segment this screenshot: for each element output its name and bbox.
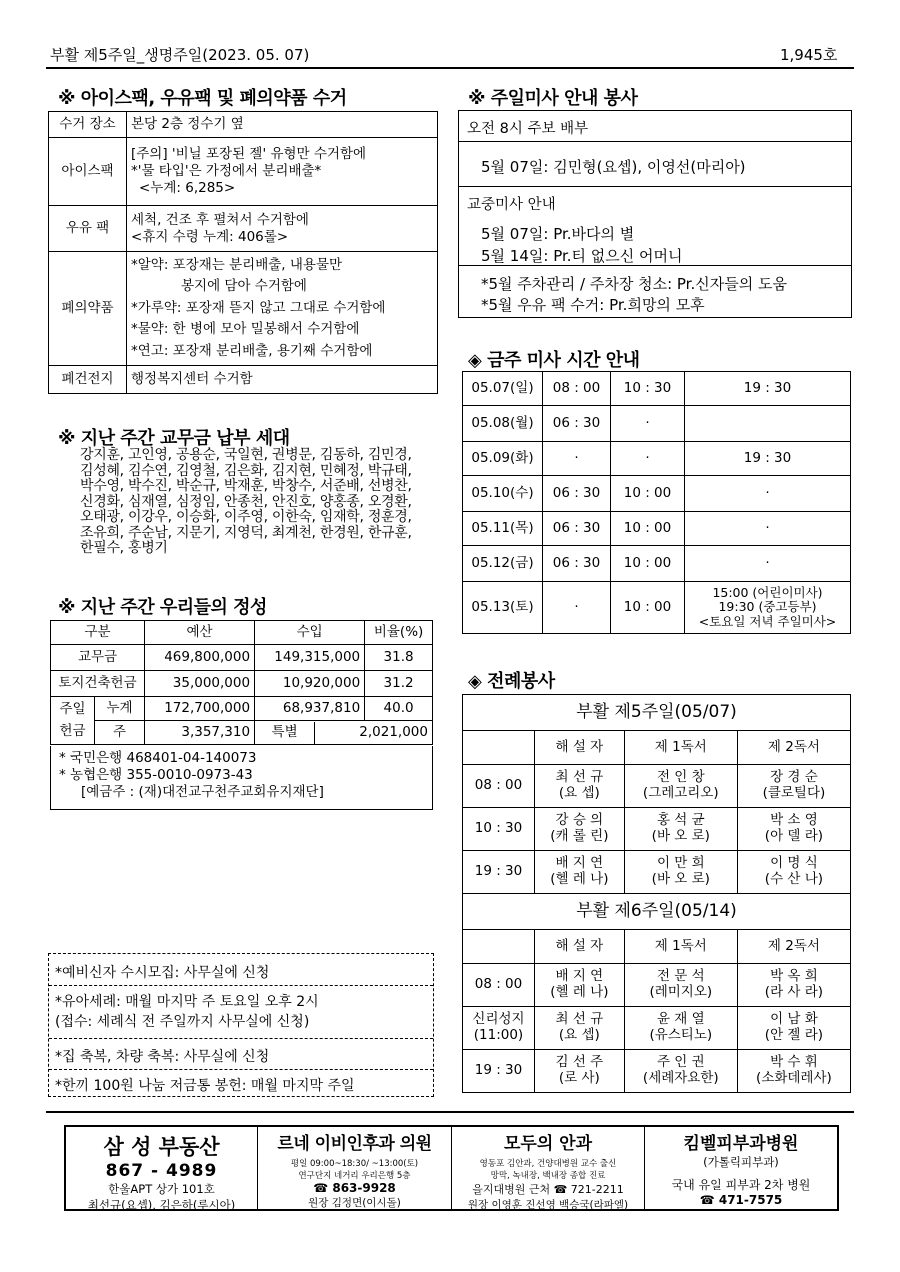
liturgy-minister: 김 선 주 (로 사) [535,1050,625,1093]
ad-line: 연구단지 네거리 우리은행 5층 [298,1171,411,1181]
mass-cell: · [611,442,685,476]
donors-heading: ※ 지난 주간 교무금 납부 세대 [58,428,290,449]
row-line: <휴지 수령 누계: 406롤> [131,228,289,245]
bulletin-title: 부활 제5주일_생명주일(2023. 05. 07) [50,46,310,64]
ad-realestate [66,1131,257,1213]
guide-section-head: 오전 8시 주보 배부 [467,121,589,137]
cell: 172,700,000 [145,697,255,721]
mass-cell: 05.08(월) [463,406,543,442]
col-header: 수입 [255,621,365,645]
cell: 10,920,000 [255,671,365,697]
ad-line: 원장 이영훈 진선영 백승국(라파엘) [467,1199,629,1211]
special-label: 특별 [255,722,315,744]
mass-cell: 10 : 00 [611,546,685,582]
liturgy-time: 08 : 00 [463,964,535,1007]
mass-cell: 06 : 30 [543,406,611,442]
liturgy-minister: 이 명 식 (수 산 나) [737,851,850,894]
row-line: *'물 타입'은 가정에서 분리배출* [131,163,322,180]
mass-row [463,442,851,476]
ad-line: 최선규(요셉), 김은하(루시아) [87,1198,236,1212]
row-line: [주의] '비닐 포장된 젤' 유형만 수거함에 [131,146,367,163]
liturgy-minister: 박 소 영 (아 델 라) [737,808,850,851]
cell: 31.2 [365,671,433,697]
cell: 31.8 [365,645,433,671]
offering-table [50,620,433,745]
guide-line: 5월 07일: 김민형(요셉), 이영선(마리아) [481,158,746,176]
ad-line: 평일 09:00~18:30/ ~13:00(토) [290,1159,419,1169]
footer-rule [46,1111,854,1113]
row-line: *연고: 포장재 분리배출, 용기째 수거함에 [131,342,373,359]
liturgy-time: 08 : 00 [463,765,535,808]
mass-cell: 10 : 00 [611,476,685,512]
sunday-label: 주일 헌금 [51,697,95,745]
bank-info [50,746,433,810]
liturgy-minister: 전 인 창 (그레고리오) [624,765,737,808]
mass-table [462,371,851,634]
ads-box [64,1125,839,1211]
liturgy-row [463,808,851,851]
liturgy-minister: 홍 석 균 (바 오 로) [624,808,737,851]
liturgy-row [463,964,851,1007]
ad-phone: ☎ 471-7575 [699,1193,783,1207]
mass-row [463,476,851,512]
liturgy-col-header: 제 2독서 [737,731,850,765]
mass-row [463,406,851,442]
mass-cell: 06 : 30 [543,546,611,582]
liturgy-row [463,851,851,894]
mass-cell: · [611,406,685,442]
donor-names: 강지훈, 고인영, 공용순, 국일현, 권병문, 김동하, 김민경, 김성혜, 김수연, 김영철, 김은화, 김지현, 민혜정, 박규태, 박수영, 박수진, 박순규, 박재훈, 박창수, 서준배, 선병찬, 신경화, 심재열, 심정임, 안종천, 안진호, 양홍종, 오경환, 오태광, 이강우, 이승화, 이주영, 이한숙, 임재학, 정훈경, 조유희, 주순남, 지문기, 지영덕, 최계천, 한경원, 한규훈, 한필수, 홍병기 [80,447,412,556]
ad-line: 한울APT 상가 101호 [108,1182,215,1196]
notice-item: *집 축복, 차량 축복: 사무실에 신청 [55,1049,270,1065]
cell: 3,357,310 [145,721,255,745]
mass-cell: 10 : 00 [611,582,685,634]
liturgy-minister: 배 지 연 (헬 레 나) [535,964,625,1007]
liturgy-col-header: 제 2독서 [737,930,850,964]
liturgy-minister: 박 수 휘 (소화데레사) [737,1050,850,1093]
liturgy-heading: ◈ 전례봉사 [468,671,555,692]
row-line: *알약: 포장재는 분리배출, 내용물만 [131,256,343,273]
mass-cell: 10 : 30 [611,372,685,406]
ad-line: 망막, 녹내장, 백내장 종합 진료 [490,1171,606,1181]
mass-cell: · [685,512,851,546]
cell: 토지건축헌금 [51,671,145,697]
liturgy-week-title: 부활 제5주일(05/07) [463,695,851,731]
row-label: 폐의약품 [49,252,127,366]
liturgy-row [463,1050,851,1093]
liturgy-col-header: 제 1독서 [624,731,737,765]
cell: 교무금 [51,645,145,671]
mass-cell: 05.10(수) [463,476,543,512]
mass-cell: 19 : 30 [685,372,851,406]
ad-phone: 867 - 4989 [105,1161,218,1181]
ad-ent-clinic [258,1129,451,1210]
mass-cell: 05.11(목) [463,512,543,546]
mass-cell: 05.12(금) [463,546,543,582]
mass-cell: 05.09(화) [463,442,543,476]
liturgy-header-row [463,731,851,765]
bank-line: [예금주 : (재)대전교구천주교회유지재단] [81,784,324,800]
ad-title: 킴벨피부과병원 [683,1134,799,1154]
guide-box [458,110,852,318]
liturgy-time: 10 : 30 [463,808,535,851]
mass-cell: 19 : 30 [685,442,851,476]
cell: 40.0 [365,697,433,721]
liturgy-col-header: 제 1독서 [624,930,737,964]
mass-cell: 05.07(일) [463,372,543,406]
mass-row [463,582,851,634]
mass-cell: 05.13(토) [463,582,543,634]
cell: 68,937,810 [255,697,365,721]
collection-heading: ※ 아이스팩, 우유팩 및 폐의약품 수거 [58,88,347,109]
guide-line: *5월 우유 팩 수거: Pr.희망의 모후 [481,296,705,314]
mass-cell: · [543,442,611,476]
row-label: 우유 팩 [49,206,127,252]
liturgy-week-title: 부활 제6주일(05/14) [463,894,851,930]
mass-heading: ◈ 금주 미사 시간 안내 [468,350,640,371]
liturgy-minister: 최 선 규 (요 셉) [535,1007,625,1050]
cell: 469,800,000 [145,645,255,671]
header-rule [46,67,854,69]
liturgy-minister: 강 승 의 (캐 롤 린) [535,808,625,851]
notice-item: *유아세례: 매월 마지막 주 토요일 오후 2시 (접수: 세례식 전 주일까지 사무실에 신청) [55,994,319,1030]
ad-eye-clinic [452,1129,644,1212]
guide-line: 5월 14일: Pr.티 없으신 어머니 [481,247,683,265]
liturgy-col-header: 해 설 자 [535,930,625,964]
liturgy-minister: 전 문 석 (레미지오) [624,964,737,1007]
row-label: 아이스팩 [49,138,127,206]
mass-row [463,546,851,582]
row-text: 행정복지센터 수거함 [127,366,438,394]
row-line: 세척, 건조 후 펼쳐서 수거함에 [131,211,309,228]
row-label: 폐건전지 [49,366,127,394]
ad-line: 국내 유일 피부과 2차 병원 [671,1178,811,1192]
bank-line: * 국민은행 468401-04-140073 [59,750,257,766]
ad-title: 모두의 안과 [503,1134,593,1154]
blank-cell [463,930,535,964]
guide-heading: ※ 주일미사 안내 봉사 [468,88,638,109]
offering-heading: ※ 지난 주간 우리들의 정성 [58,597,267,618]
liturgy-week-row [463,695,851,731]
liturgy-row [463,765,851,808]
cell: 주 [95,721,145,745]
mass-cell [685,406,851,442]
liturgy-time: 19 : 30 [463,1050,535,1093]
mass-cell: 08 : 00 [543,372,611,406]
ad-title: 르네 이비인후과 의원 [277,1134,432,1154]
liturgy-minister: 배 지 연 (헬 레 나) [535,851,625,894]
liturgy-minister: 최 선 규 (요 셉) [535,765,625,808]
guide-line: *5월 주차관리 / 주차장 청소: Pr.신자들의 도움 [481,275,787,293]
liturgy-minister: 박 옥 희 (라 사 라) [737,964,850,1007]
mass-row [463,372,851,406]
row-line: *가루약: 포장재 뜯지 않고 그대로 수거함에 [131,299,386,316]
row-text: 본당 2층 정수기 옆 [127,112,438,138]
guide-section-head: 교중미사 안내 [467,197,556,213]
guide-line: 5월 07일: Pr.바다의 별 [481,225,635,243]
notice-item: *예비신자 수시모집: 사무실에 신청 [55,965,270,981]
notice-box [48,953,434,1097]
ad-skin-clinic [645,1129,837,1207]
mass-cell: 06 : 30 [543,512,611,546]
ad-line: 원장 김정면(이시돌) [308,1197,401,1209]
ad-phone: ☎ 863-9928 [313,1181,396,1195]
liturgy-minister: 윤 재 열 (유스티노) [624,1007,737,1050]
liturgy-header-row [463,930,851,964]
mass-cell: 06 : 30 [543,476,611,512]
collection-table [48,111,438,394]
mass-row [463,512,851,546]
liturgy-row [463,1007,851,1050]
liturgy-minister: 주 인 권 (세례자요한) [624,1050,737,1093]
mass-cell: 15:00 (어린이미사) 19:30 (중고등부) <토요일 저녁 주일미사> [685,582,851,634]
bank-line: * 농협은행 355-0010-0973-43 [59,767,253,783]
mass-cell: · [543,582,611,634]
row-label: 수거 장소 [49,112,127,138]
ad-phone: 을지대병원 근처 ☎ 721-2211 [472,1183,624,1196]
liturgy-col-header: 해 설 자 [535,731,625,765]
row-line: *물약: 한 병에 모아 밀봉해서 수거함에 [131,321,360,338]
notice-item: *한끼 100원 나눔 저금통 봉헌: 매월 마지막 주일 [55,1078,355,1094]
mass-cell: 10 : 00 [611,512,685,546]
liturgy-minister: 이 만 희 (바 오 로) [624,851,737,894]
row-line: <누계: 6,285> [139,179,236,196]
mass-cell: · [685,546,851,582]
ad-title: 삼 성 부동산 [103,1135,220,1159]
liturgy-time: 19 : 30 [463,851,535,894]
row-line: 봉지에 담아 수거함에 [181,278,307,295]
mass-cell: · [685,476,851,512]
liturgy-minister: 장 경 순 (클로틸다) [737,765,850,808]
liturgy-time: 신리성지 (11:00) [463,1007,535,1050]
cell: 누계 [95,697,145,721]
col-header: 구분 [51,621,145,645]
col-header: 비율(%) [365,621,433,645]
col-header: 예산 [145,621,255,645]
liturgy-minister: 이 남 화 (안 젤 라) [737,1007,850,1050]
liturgy-table [462,694,851,1093]
issue-number: 1,945호 [780,46,838,64]
special-value: 2,021,000 [359,724,428,741]
cell: 149,315,000 [255,645,365,671]
ad-line: 영동포 김안과, 건양대병원 교수 출신 [479,1159,617,1169]
ad-line: (가톨릭피부과) [703,1155,779,1169]
liturgy-week-row [463,894,851,930]
blank-cell [463,731,535,765]
cell: 35,000,000 [145,671,255,697]
